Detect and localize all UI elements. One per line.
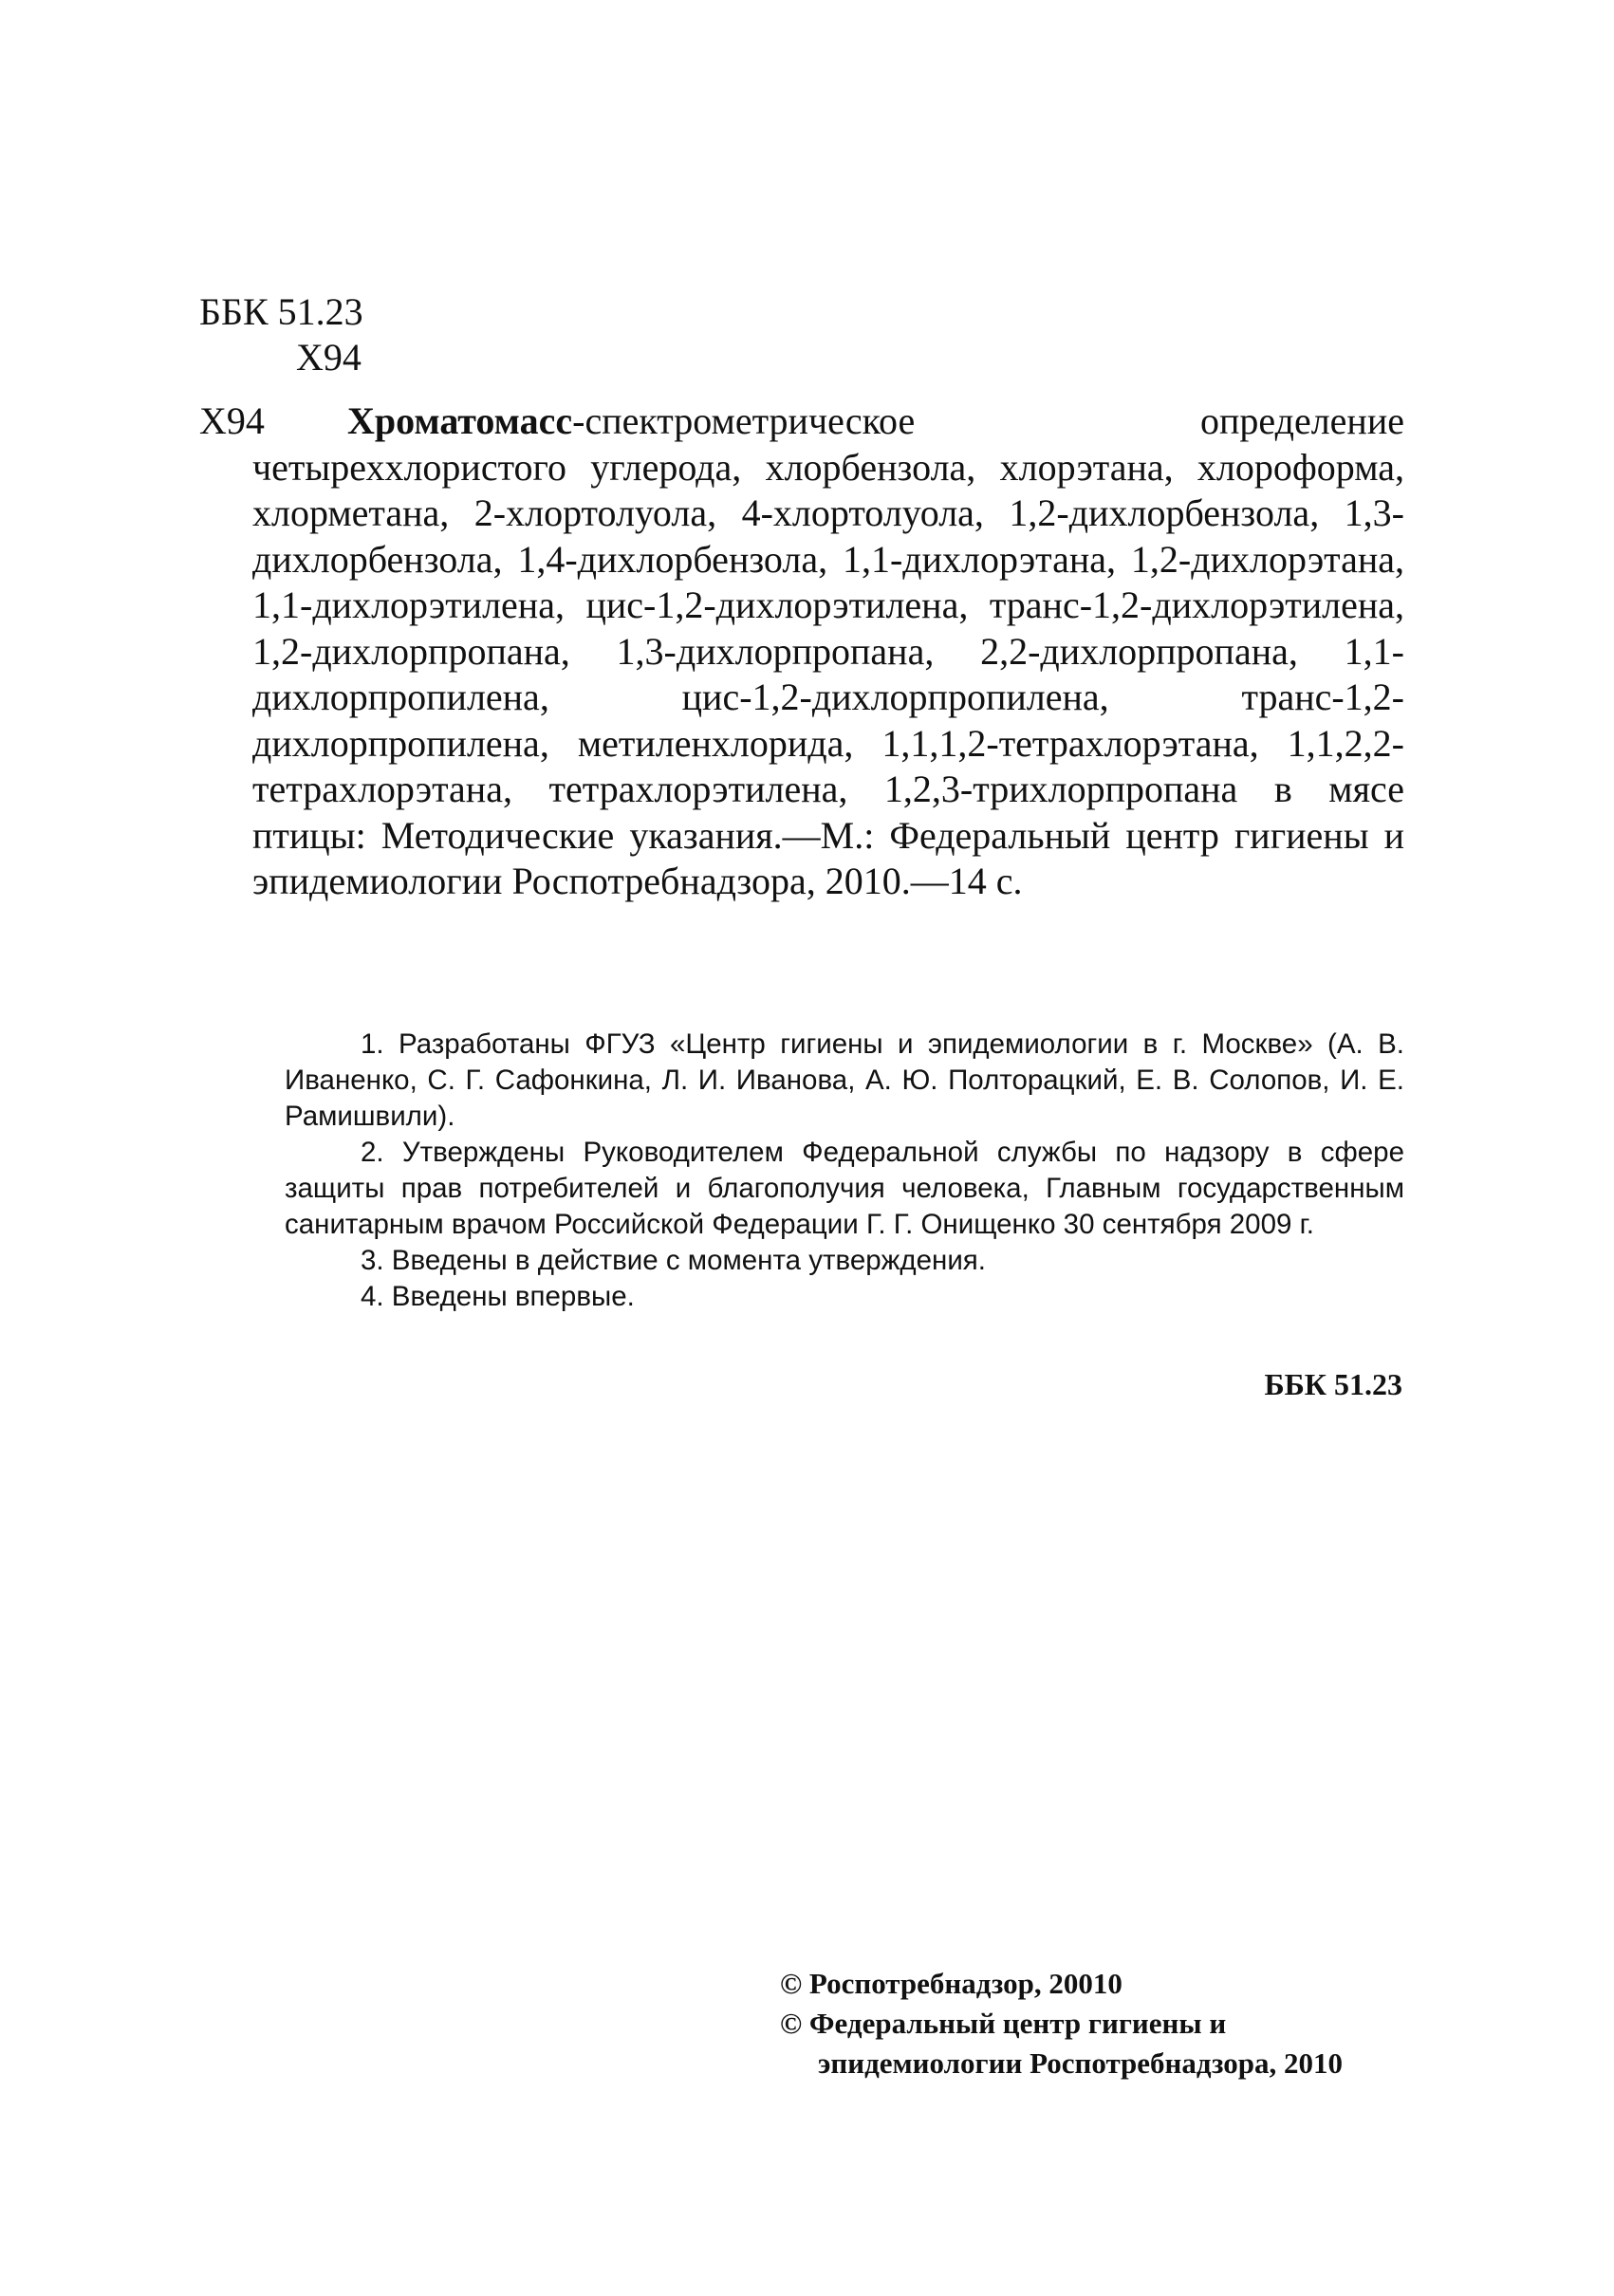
copyright-line: © Роспотребнадзор, 20010 [780, 1967, 1122, 2000]
entry-title-bold: Хроматомасс [347, 399, 573, 442]
note-item: 2. Утверждены Руководителем Федеральной службы по надзору в сфере защиты прав потребителей и благополучия человека, Главным государственным санитарным врачом Российской Федерации Г. Г. Онищенко 30 сентября 2009 г. [285, 1137, 1404, 1240]
copyright-line: эпидемиологии Роспотребнадзора, 2010 [818, 2046, 1343, 2080]
notes-list [285, 1027, 1404, 1315]
copyright-block [780, 1964, 1343, 2083]
bbk-code-right: ББК 51.23 [1264, 1367, 1402, 1401]
bbk-classification [199, 289, 363, 380]
entry-text [252, 398, 1404, 905]
note-item: 1. Разработаны ФГУЗ «Центр гигиены и эпидемиологии в г. Москве» (А. В. Иваненко, С. Г. Сафонкина, Л. И. Иванова, А. Ю. Полторацкий, Е. В. Солопов, И. Е. Рамишвили). [285, 1028, 1404, 1132]
entry-title-rest: -спектрометрическое определение четыреххлористого углерода, хлорбензола, хлорэтана, хлороформа, хлорметана, 2-хлортолуола, 4-хлортолуола, 1,2-дихлорбензола, 1,3-дихлорбензола, 1,4-дихлорбензола, 1,1-дихлорэтана, 1,2-дихлорэтана, 1,1-дихлорэтилена, цис-1,2-дихлорэтилена, транс-1,2-дихлорэтилена, 1,2-дихлорпропана, 1,3-дихлорпропана, 2,2-дихлорпропана, 1,1-дихлорпропилена, цис-1,2-дихлорпропилена, транс-1,2-дихлорпропилена, метиленхлорида, 1,1,1,2-тетрахлорэтана, 1,1,2,2-тетрахлорэтана, тетрахлорэтилена, 1,2,3-трихлорпропана в мясе птицы: Методические указания.—М.: Федеральный центр гигиены и эпидемиологии Роспотребнадзора, 2010.—14 с. [252, 399, 1404, 902]
author-mark: Х94 [296, 336, 362, 379]
copyright-line: © Федеральный центр гигиены и [780, 2007, 1227, 2040]
entry-code: Х94 [199, 399, 265, 442]
bbk-code: ББК 51.23 [199, 290, 363, 333]
note-item: 3. Введены в действие с момента утверждения. [361, 1245, 986, 1276]
note-item: 4. Введены впервые. [361, 1281, 635, 1312]
